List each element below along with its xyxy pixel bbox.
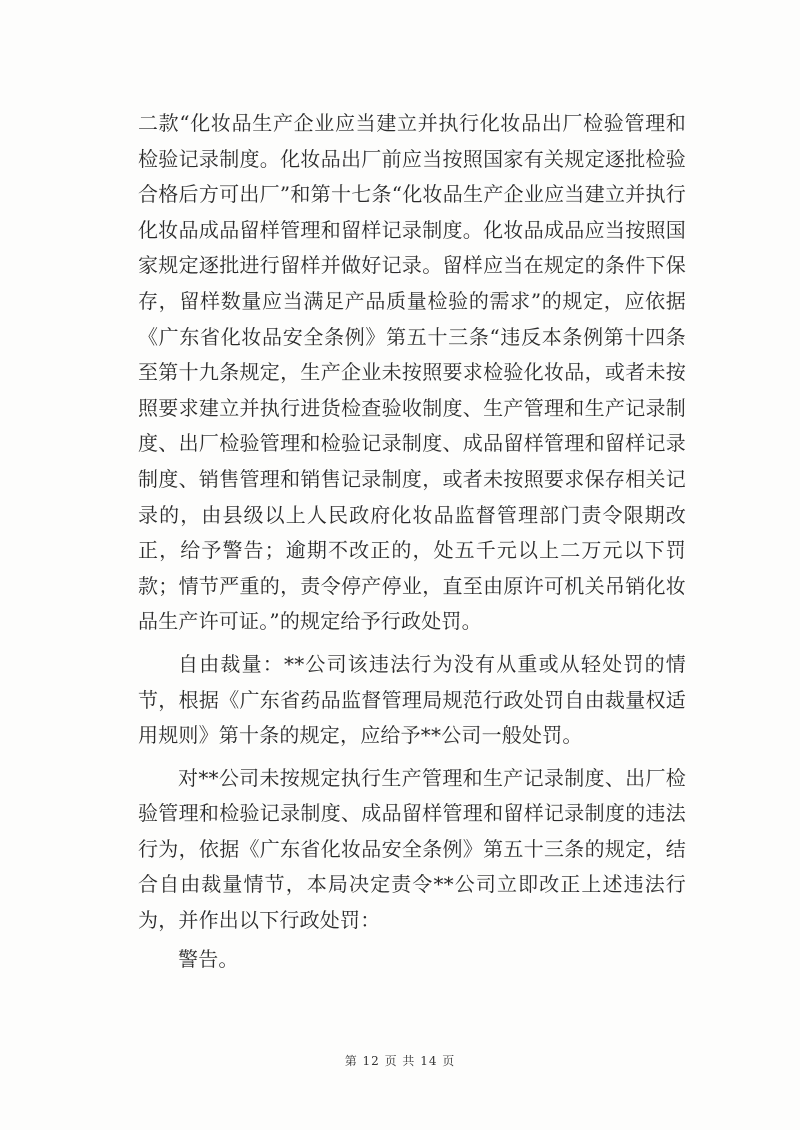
document-body <box>138 106 686 977</box>
paragraph-warning: 警告。 <box>178 946 239 971</box>
paragraph-penalty-basis: 二款“化妆品生产企业应当建立并执行化妆品出厂检验管理和检验记录制度。化妆品出厂前应当按照国家有关规定逐批检验合格后方可出厂”和第十七条“化妆品生产企业应当建立并执行化妆品成品留样管理和留样记录制度。化妆品成品应当按照国家规定逐批进行留样并做好记录。留样应当在规定的条件下保存，留样数量应当满足产品质量检验的需求”的规定，应依据《广东省化妆品安全条例》第五十三条“违反本条例第十四条至第十九条规定，生产企业未按照要求检验化妆品，或者未按照要求建立并执行进货检查验收制度、生产管理和生产记录制度、出厂检验管理和检验记录制度、成品留样管理和留样记录制度、销售管理和销售记录制度，或者未按照要求保存相关记录的，由县级以上人民政府化妆品监督管理部门责令限期改正，给予警告；逾期不改正的，处五千元以上二万元以下罚款；情节严重的，责令停产停业，直至由原许可机关吊销化妆品生产许可证。”的规定给予行政处罚。 <box>138 111 686 634</box>
page-number-footer: 第 12 页 共 14 页 <box>344 1054 456 1068</box>
paragraph-decision: 对**公司未按规定执行生产管理和生产记录制度、出厂检验管理和检验记录制度、成品留样管理和留样记录制度的违法行为，依据《广东省化妆品安全条例》第五十三条的规定，结合自由裁量情节，本局决定责令**公司立即改正上述违法行为，并作出以下行政处罚： <box>138 765 686 933</box>
paragraph-discretion: 自由裁量：**公司该违法行为没有从重或从轻处罚的情节，根据《广东省药品监督管理局规范行政处罚自由裁量权适用规则》第十条的规定，应给予**公司一般处罚。 <box>138 651 686 748</box>
